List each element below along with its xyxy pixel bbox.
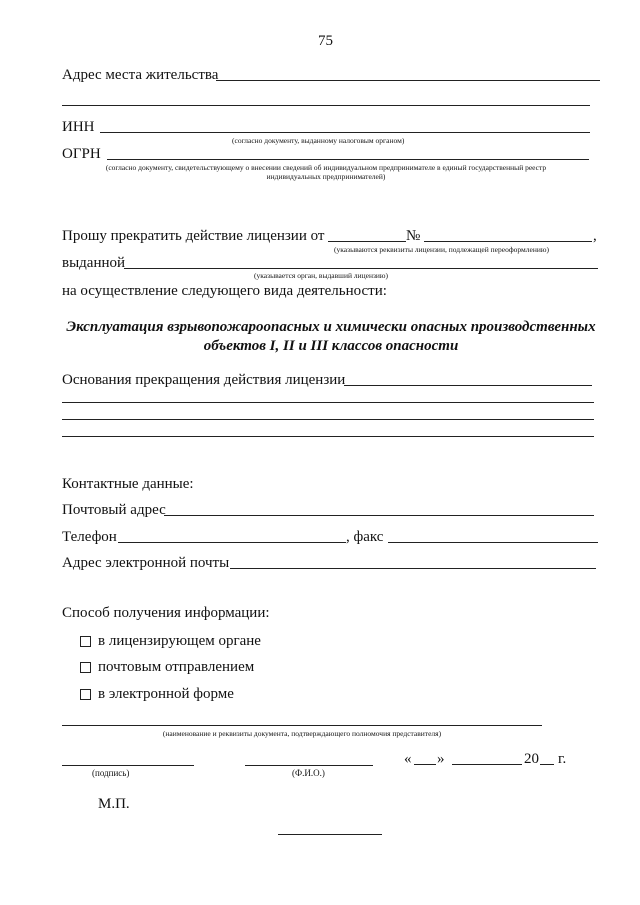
- fio-field[interactable]: [245, 765, 373, 766]
- license-number-field[interactable]: [424, 241, 592, 242]
- option-checkbox-licensing-body[interactable]: [80, 636, 91, 647]
- date-year-suffix: г.: [558, 751, 567, 767]
- activity-title-line-1: Эксплуатация взрывопожароопасных и химически опасных производственных: [66, 319, 596, 335]
- grounds-field-line-2[interactable]: [62, 402, 594, 403]
- request-comma: ,: [593, 228, 597, 244]
- email-field[interactable]: [230, 568, 596, 569]
- fax-label: , факс: [346, 529, 384, 545]
- representative-document-field[interactable]: [62, 725, 542, 726]
- signature-label: (подпись): [92, 768, 130, 778]
- activity-title-line-2: объектов I, II и III классов опасности: [203, 338, 459, 354]
- number-sign: №: [406, 228, 421, 244]
- activity-label: на осуществление следующего вида деятельности:: [62, 283, 387, 299]
- email-label: Адрес электронной почты: [62, 555, 230, 571]
- postal-field[interactable]: [164, 515, 594, 516]
- contacts-heading: Контактные данные:: [62, 476, 194, 492]
- info-method-heading: Способ получения информации:: [62, 605, 270, 621]
- address-label: Адрес места жительства: [62, 67, 219, 83]
- fax-field[interactable]: [388, 542, 598, 543]
- date-open-quote: «: [404, 751, 412, 767]
- license-date-field[interactable]: [328, 241, 406, 242]
- grounds-field-line-3[interactable]: [62, 419, 594, 420]
- option-checkbox-postal[interactable]: [80, 662, 91, 673]
- inn-note: (согласно документу, выданному налоговым органом): [232, 136, 405, 145]
- issued-note: (указывается орган, выдавший лицензию): [254, 271, 389, 280]
- option-checkbox-electronic[interactable]: [80, 689, 91, 700]
- ogrn-note-2: индивидуальных предпринимателей): [266, 172, 386, 181]
- ogrn-field[interactable]: [107, 159, 589, 160]
- option-label-electronic: в электронной форме: [98, 686, 234, 702]
- license-note: (указываются реквизиты лицензии, подлежащей переоформлению): [334, 245, 550, 254]
- inn-field[interactable]: [100, 132, 590, 133]
- fio-label: (Ф.И.О.): [292, 768, 325, 778]
- representative-note: (наименование и реквизиты документа, подтверждающего полномочия представителя): [162, 729, 442, 738]
- stamp-label: М.П.: [98, 796, 130, 812]
- ogrn-label: ОГРН: [62, 146, 101, 162]
- date-year-prefix: 20: [524, 751, 539, 767]
- bottom-divider: [278, 834, 382, 835]
- grounds-field-line-4[interactable]: [62, 436, 594, 437]
- option-label-licensing-body: в лицензирующем органе: [98, 633, 261, 649]
- issued-label: выданной: [62, 255, 126, 271]
- request-text: Прошу прекратить действие лицензии от: [62, 228, 325, 244]
- issued-by-field[interactable]: [124, 268, 598, 269]
- date-close-quote: »: [437, 751, 445, 767]
- option-label-postal: почтовым отправлением: [98, 659, 255, 675]
- date-year-field[interactable]: [540, 764, 554, 765]
- ogrn-note-1: (согласно документу, свидетельствующему о внесении сведений об индивидуальном предпринимателе в единый государственный реестр: [105, 163, 547, 172]
- phone-label: Телефон: [62, 529, 117, 545]
- signature-field[interactable]: [62, 765, 194, 766]
- inn-label: ИНН: [62, 119, 95, 135]
- grounds-label: Основания прекращения действия лицензии: [62, 372, 346, 388]
- postal-label: Почтовый адрес: [62, 502, 166, 518]
- date-month-field[interactable]: [452, 764, 522, 765]
- date-day-field[interactable]: [414, 764, 436, 765]
- address-field-line-2[interactable]: [62, 105, 590, 106]
- grounds-field[interactable]: [344, 385, 592, 386]
- address-field[interactable]: [216, 80, 600, 81]
- phone-field[interactable]: [118, 542, 346, 543]
- page-number: 75: [318, 33, 333, 49]
